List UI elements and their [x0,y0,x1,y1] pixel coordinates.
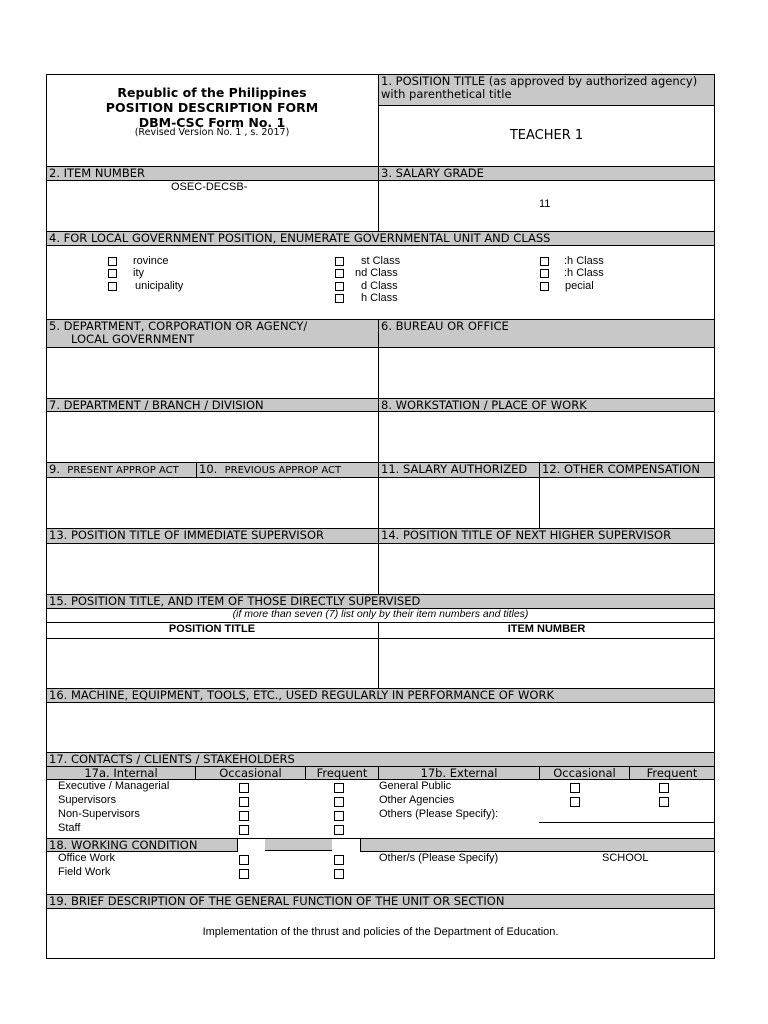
working-condition-label-bar [360,838,715,852]
others-specify-line [539,822,715,823]
contact-internal-row: Supervisors [58,794,117,806]
lgu-option: pecial [565,280,594,292]
lgu-option: d Class [361,280,398,292]
header-revision: (Revised Version No. 1 , s. 2017) [134,127,290,138]
checkbox[interactable] [239,869,249,879]
checkbox[interactable] [540,269,549,278]
contacts-label: 17. CONTACTS / CLIENTS / STAKEHOLDERS [46,752,715,767]
header-form-number: DBM-CSC Form No. 1 [138,115,286,130]
lgu-class-label: 4. FOR LOCAL GOVERNMENT POSITION, ENUMERATE GOVERNMENTAL UNIT AND CLASS [46,231,715,246]
next-higher-supervisor-label: 14. POSITION TITLE OF NEXT HIGHER SUPERVISOR [378,528,715,544]
present-approp-label: 9. PRESENT APPROP ACT [46,462,197,478]
checkbox[interactable] [659,797,669,807]
branch-division-label: 7. DEPARTMENT / BRANCH / DIVISION [46,398,379,412]
divider [378,181,379,231]
contact-external-row: Other Agencies [379,794,455,806]
immediate-supervisor-label: 13. POSITION TITLE OF IMMEDIATE SUPERVISOR [46,528,379,544]
checkbox[interactable] [570,797,580,807]
header-republic: Republic of the Philippines [117,85,307,100]
checkbox[interactable] [335,294,344,303]
contact-external-row: General Public [379,780,452,792]
checkbox[interactable] [239,811,249,821]
working-condition-row: Field Work [58,866,111,878]
checkbox[interactable] [239,825,249,835]
contact-internal-row: Staff [58,822,81,834]
checkbox[interactable] [334,855,344,865]
checkbox[interactable] [334,797,344,807]
working-condition-label: 18. WORKING CONDITION [46,838,238,852]
divider [378,544,379,594]
others-specify-label: Other/s (Please Specify) [379,852,499,864]
lgu-option: unicipality [135,280,184,292]
item-number-column-header: ITEM NUMBER [507,623,586,635]
divider [378,412,379,462]
position-title-column-header: POSITION TITLE [168,623,256,635]
checkbox[interactable] [108,282,117,291]
salary-grade-label: 3. SALARY GRADE [378,166,715,181]
checkbox[interactable] [335,282,344,291]
contact-internal-row: Non-Supervisors [58,808,140,820]
lgu-option: :h Class [564,267,604,279]
machine-equipment-label: 16. MACHINE, EQUIPMENT, TOOLS, ETC., USED REGULARLY IN PERFORMANCE OF WORK [46,688,715,703]
lgu-option: ity [133,267,144,279]
other-compensation-label: 12. OTHER COMPENSATION [539,462,715,478]
lgu-option: :h Class [564,255,604,267]
lgu-option: st Class [361,255,401,267]
frequent-column-header: Frequent [305,766,379,780]
checkbox[interactable] [108,269,117,278]
form-frame [46,74,715,959]
divider [378,622,379,688]
lgu-option: nd Class [355,267,398,279]
general-function-label: 19. BRIEF DESCRIPTION OF THE GENERAL FUNCTION OF THE UNIT OR SECTION [46,894,715,909]
directly-supervised-label: 15. POSITION TITLE, AND ITEM OF THOSE DIRECTLY SUPERVISED [46,594,715,609]
checkbox[interactable] [334,811,344,821]
frequent-column-header: Frequent [629,766,715,780]
working-condition-row: Office Work [58,852,116,864]
salary-grade-value[interactable]: 11 [539,198,551,210]
checkbox[interactable] [239,797,249,807]
divider [378,348,379,398]
bureau-office-label: 6. BUREAU OR OFFICE [378,319,715,348]
checkbox[interactable] [334,869,344,879]
lgu-option: rovince [133,255,169,267]
divider [265,838,332,851]
previous-approp-label: 10. PREVIOUS APPROP ACT [196,462,379,478]
internal-column-header: 17a. Internal [46,766,196,780]
checkbox[interactable] [334,825,344,835]
others-specify-value[interactable]: SCHOOL [602,852,649,864]
position-title-value[interactable]: TEACHER 1 [509,128,584,143]
lgu-option: h Class [361,292,398,304]
contact-external-row: Others (Please Specify): [379,808,499,820]
checkbox[interactable] [540,257,549,266]
item-number-label: 2. ITEM NUMBER [46,166,379,181]
department-agency-label: 5. DEPARTMENT, CORPORATION OR AGENCY/ LOCAL GOVERNMENT [46,319,379,348]
checkbox[interactable] [540,282,549,291]
position-title-label: 1. POSITION TITLE (as approved by authorized agency) with parenthetical title [378,74,715,106]
contact-internal-row: Executive / Managerial [58,780,170,792]
directly-supervised-note: (if more than seven (7) list only by their item numbers and titles) [232,608,529,620]
header-form-title: POSITION DESCRIPTION FORM [105,100,319,115]
general-function-value[interactable]: Implementation of the thrust and policies of the Department of Education. [202,926,559,938]
item-number-value[interactable]: OSEC-DECSB- [171,181,248,193]
checkbox[interactable] [334,783,344,793]
occasional-column-header: Occasional [539,766,630,780]
divider [46,638,715,639]
checkbox[interactable] [335,269,344,278]
checkbox[interactable] [239,783,249,793]
checkbox[interactable] [239,855,249,865]
checkbox[interactable] [108,257,117,266]
occasional-column-header: Occasional [195,766,306,780]
divider [332,838,360,852]
checkbox[interactable] [335,257,344,266]
workstation-label: 8. WORKSTATION / PLACE OF WORK [378,398,715,412]
salary-authorized-label: 11. SALARY AUTHORIZED [378,462,540,478]
external-column-header: 17b. External [378,766,540,780]
divider [378,478,379,528]
divider [238,838,265,852]
checkbox[interactable] [659,783,669,793]
checkbox[interactable] [570,783,580,793]
divider [539,478,540,528]
